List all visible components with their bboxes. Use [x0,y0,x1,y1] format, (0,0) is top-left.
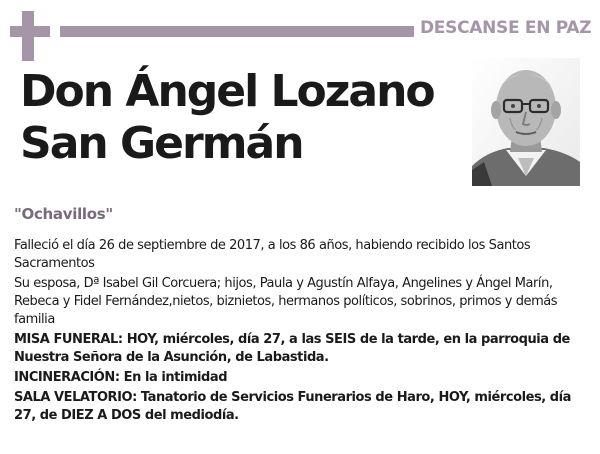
name-line-2: San Germán [20,118,303,169]
funeral-mass-info: MISA FUNERAL: HOY, miércoles, día 27, a las SEIS de la tarde, en la parroquia de Nuestra Señora de la Asunción, de Labastida. [14,332,570,365]
wake-room-info: SALA VELATORIO: Tanatorio de Servicios Funerarios de Haro, HOY, miércoles, día 27, de DIEZ A DOS del mediodía. [14,390,571,423]
family-statement: Su esposa, Dª Isabel Gil Corcuera; hijos, Paula y Agustín Alfaya, Angelines y Ángel Marín, Rebeca y Fidel Fernández,nietos, biznietos, hermanos políticos, sobrinos, primos y demás familia [14,276,558,327]
cremation-info: INCINERACIÓN: En la intimidad [14,370,228,385]
header-label: DESCANSE EN PAZ [420,18,592,38]
cross-icon [10,11,50,61]
deceased-name [20,66,460,170]
death-statement: Falleció el día 26 de septiembre de 2017, a los 86 años, habiendo recibido los Santos Sacramentos [14,238,531,271]
deceased-portrait [472,58,580,186]
name-line-1: Don Ángel Lozano [20,66,434,117]
header-divider [60,26,414,37]
notice-body [14,237,590,427]
deceased-nickname: "Ochavillos" [14,205,113,223]
